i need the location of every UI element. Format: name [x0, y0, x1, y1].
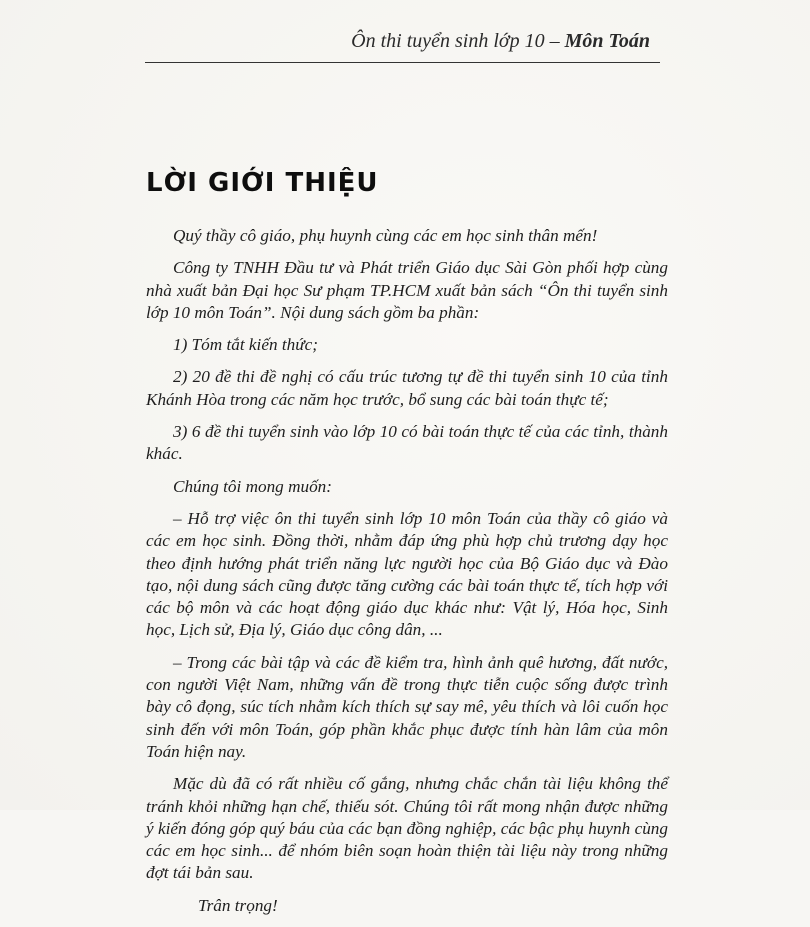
introduction-body — [146, 225, 668, 927]
paragraph-part-2: 2) 20 đề thi đề nghị có cấu trúc tương tự đề thi tuyển sinh 10 của tỉnh Khánh Hòa trong các năm học trước, bổ sung các bài toán thực tế; — [146, 367, 668, 409]
running-header-series: Ôn thi tuyển sinh lớp 10 – — [351, 30, 565, 52]
paragraph-closing: Mặc dù đã có rất nhiều cố gắng, nhưng chắc chắn tài liệu không thể tránh khỏi những hạn chế, thiếu sót. Chúng tôi rất mong nhận được những ý kiến đóng góp quý báu của các bạn đồng nghiệp, các bậc phụ huynh cùng các em học sinh... để nhóm biên soạn hoàn thiện tài liệu này trong những đợt tái bản sau. — [146, 774, 668, 883]
paragraph-wish-2: – Trong các bài tập và các đề kiểm tra, hình ảnh quê hương, đất nước, con người Việt Nam, những vấn đề trong thực tiễn cuộc sống được trình bày cô đọng, súc tích nhằm kích thích sự say mê, yêu thích và lôi cuốn học sinh đến với môn Toán, góp phần khắc phục được tính hàn lâm của môn Toán hiện nay. — [146, 652, 668, 761]
paragraph-signoff: Trân trọng! — [198, 895, 278, 915]
paragraph-wish-1: – Hỗ trợ việc ôn thi tuyển sinh lớp 10 môn Toán của thầy cô giáo và các em học sinh. Đồng thời, nhằm đáp ứng phù hợp chủ trương dạy học theo định hướng phát triển năng lực người học của Bộ Giáo dục và Đào tạo, nội dung sách cũng được tăng cường các bài toán thực tế, tích hợp với các bộ môn và các hoạt động giáo dục khác như: Vật lý, Hóa học, Sinh học, Lịch sử, Địa lý, Giáo dục công dân, ... — [146, 508, 668, 640]
paragraph-wishes-intro: Chúng tôi mong muốn: — [173, 476, 332, 496]
running-header — [351, 30, 650, 53]
header-divider — [145, 62, 660, 63]
paragraph-publisher: Công ty TNHH Đầu tư và Phát triển Giáo dục Sài Gòn phối hợp cùng nhà xuất bản Đại học Sư phạm TP.HCM xuất bản sách “Ôn thi tuyển sinh lớp 10 môn Toán”. Nội dung sách gồm ba phần: — [146, 258, 668, 322]
paragraph-greeting: Quý thầy cô giáo, phụ huynh cùng các em học sinh thân mến! — [173, 226, 598, 245]
running-header-subject: Môn Toán — [564, 30, 650, 52]
paragraph-part-1: 1) Tóm tắt kiến thức; — [173, 335, 318, 355]
page-title: LỜI GIỚI THIỆU — [146, 168, 379, 198]
paragraph-part-3: 3) 6 đề thi tuyển sinh vào lớp 10 có bài toán thực tế của các tỉnh, thành khác. — [146, 422, 668, 464]
